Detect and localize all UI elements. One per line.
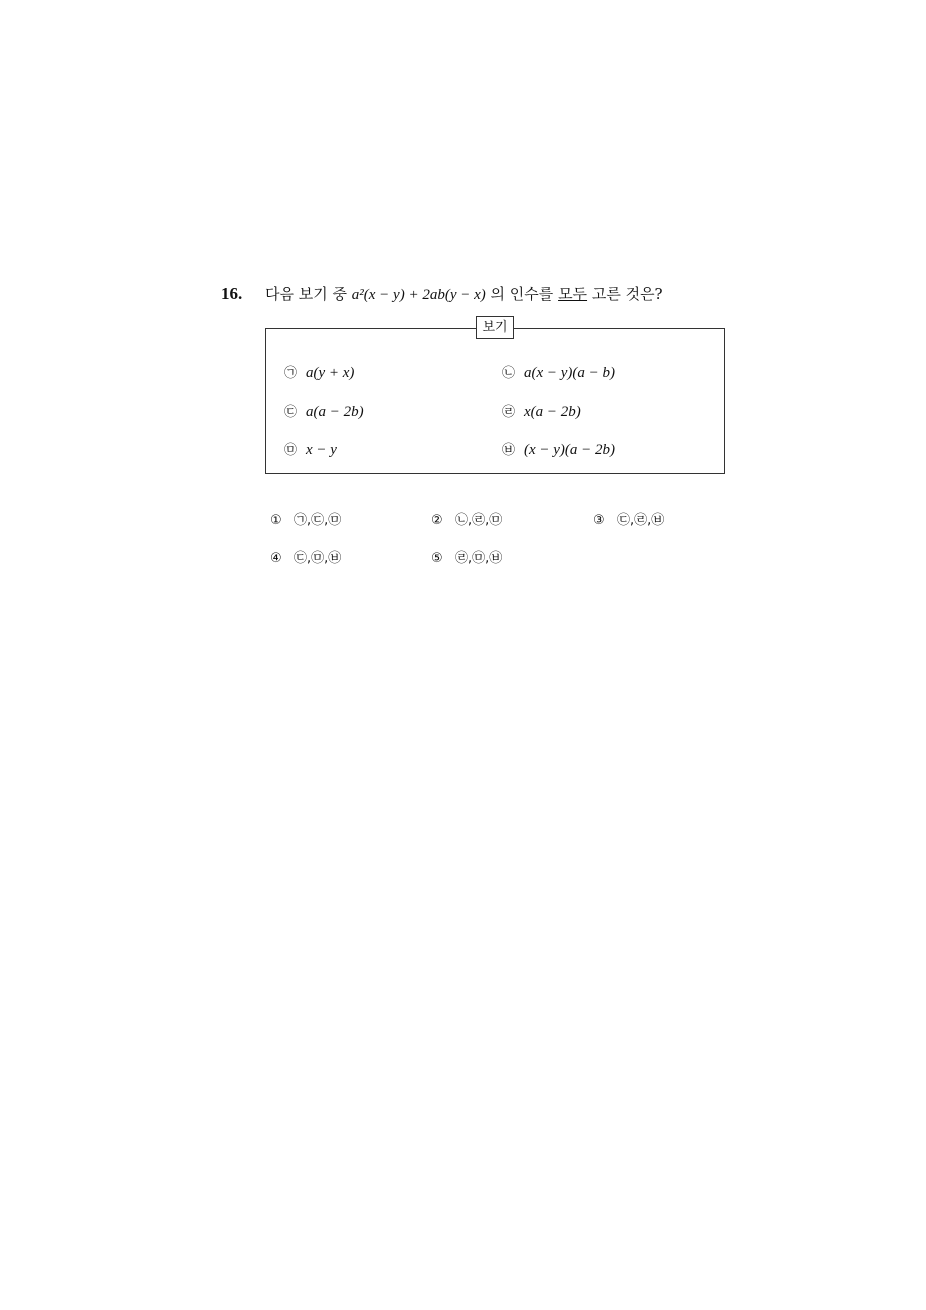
answer-choice-text: ㉣,㉤,㉥ — [455, 551, 503, 566]
bogi-item-expr: x(a − 2b) — [524, 404, 581, 420]
question-emphasis: 모두 — [558, 285, 588, 303]
bogi-item — [502, 401, 581, 421]
question-expression: a²(x − y) + 2ab(y − x) — [351, 287, 486, 303]
answer-choice-number: ⑤ — [431, 551, 443, 566]
bogi-item-marker: ㉢ — [284, 405, 298, 420]
answer-choice[interactable] — [270, 509, 341, 528]
bogi-item-expr: (x − y)(a − 2b) — [524, 442, 616, 458]
bogi-item-marker: ㉣ — [502, 405, 516, 420]
bogi-item-expr: a(y + x) — [306, 365, 355, 381]
answer-choice-text: ㉢,㉤,㉥ — [294, 551, 342, 566]
answer-choice[interactable] — [431, 509, 502, 528]
answer-choice[interactable] — [270, 547, 341, 566]
answer-choice-number: ④ — [270, 551, 282, 566]
bogi-item-expr: a(x − y)(a − b) — [524, 365, 616, 381]
bogi-item — [284, 362, 354, 382]
answer-choice[interactable] — [593, 509, 664, 528]
bogi-item — [284, 439, 337, 459]
bogi-title: 보기 — [476, 316, 514, 339]
question-suffix: 고른 것은? — [591, 285, 663, 303]
question-middle: 의 인수를 — [490, 285, 554, 303]
answer-choice-text: ㉡,㉣,㉤ — [455, 513, 503, 528]
bogi-item-marker: ㉠ — [284, 366, 298, 381]
question-number: 16. — [221, 284, 243, 303]
bogi-item-expr: a(a − 2b) — [306, 404, 364, 420]
answer-choice-number: ① — [270, 513, 282, 528]
answer-choice-text: ㉠,㉢,㉤ — [294, 513, 342, 528]
question-stem — [221, 283, 741, 304]
answer-choice-number: ③ — [593, 513, 605, 528]
bogi-item — [284, 401, 364, 421]
bogi-item-marker: ㉡ — [502, 366, 516, 381]
bogi-item-marker: ㉤ — [284, 443, 298, 458]
bogi-item — [502, 362, 615, 382]
answer-choice[interactable] — [431, 547, 502, 566]
bogi-item — [502, 439, 615, 459]
question-prefix: 다음 보기 중 — [265, 285, 347, 303]
answer-choice-text: ㉢,㉣,㉥ — [617, 513, 665, 528]
bogi-item-marker: ㉥ — [502, 443, 516, 458]
answer-choice-number: ② — [431, 513, 443, 528]
bogi-item-expr: x − y — [306, 442, 337, 458]
